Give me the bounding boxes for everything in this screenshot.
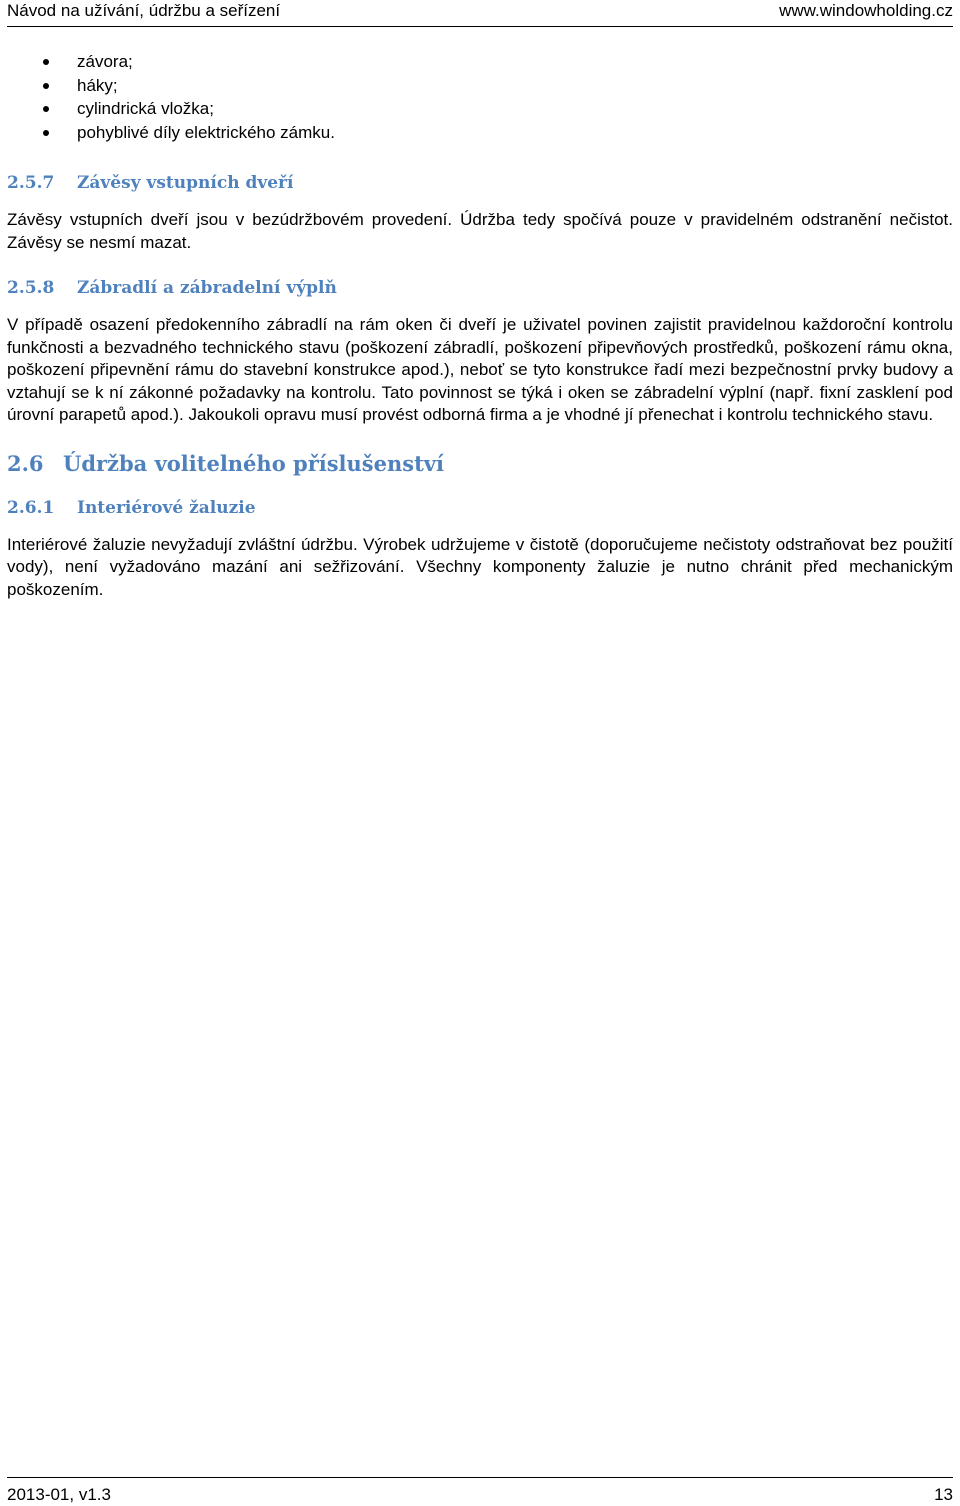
parts-list (7, 50, 953, 144)
page-content (7, 50, 953, 601)
page-header (7, 0, 953, 27)
bullet-icon (43, 106, 49, 112)
list-item (7, 97, 953, 121)
paragraph-2-5-8: V případě osazení předokenního zábradlí na rám oken či dveří je uživatel povinen zajistit pravidelnou každoroční kontrolu funkčnosti a bezvadného technického stavu (poškození zábradlí, poškození připevňových prostředků, poškození rámu okna, poškození připevnění rámu do stavební konstrukce apod.), neboť se tyto konstrukce řadí mezi bezpečnostní prvky budovy a vztahují se k ní zákonné požadavky na kontrolu. Tato povinnost se týká i oken se zábradelní výplní (např. fixní zasklení pod úrovní parapetů apod.). Jakoukoli opravu musí provést odborná firma a je vhodné jí přenechat i kontrolu technického stavu. (7, 315, 953, 424)
section-heading-2-5-7 (7, 172, 953, 194)
list-item (7, 74, 953, 98)
section-number: 2.6.1 (7, 497, 55, 518)
section-number: 2.6 (7, 450, 44, 476)
section-title: Závěsy vstupních dveří (77, 173, 294, 193)
page-number: 13 (934, 1485, 953, 1504)
section-number: 2.5.8 (7, 278, 55, 298)
section-heading-2-5-8 (7, 277, 953, 299)
bullet-icon (43, 83, 49, 89)
document-version: 2013-01, v1.3 (7, 1485, 111, 1504)
website-link[interactable]: www.windowholding.cz (779, 1, 953, 20)
page-footer (7, 1477, 953, 1506)
list-item-text: závora; (77, 52, 133, 71)
section-number: 2.5.7 (7, 173, 55, 193)
list-item (7, 121, 953, 145)
paragraph-2-5-7: Závěsy vstupních dveří jsou v bezúdržbovém provedení. Údržba tedy spočívá pouze v pravidelném odstranění nečistot. Závěsy se nesmí mazat. (7, 210, 953, 252)
list-item-text: háky; (77, 75, 118, 95)
section-title: Zábradlí a zábradelní výplň (77, 278, 337, 298)
list-item-text: cylindrická vložka; (77, 99, 214, 118)
list-item-text: pohyblivé díly elektrického zámku. (77, 122, 335, 142)
section-heading-2-6-1 (7, 497, 953, 519)
document-title: Návod na užívání, údržbu a seřízení (7, 1, 281, 20)
section-title: Údržba volitelného příslušenství (63, 450, 444, 476)
section-title: Interiérové žaluzie (77, 497, 256, 518)
list-item (7, 50, 953, 74)
section-heading-2-6 (7, 451, 953, 477)
bullet-icon (43, 59, 49, 65)
paragraph-2-6-1: Interiérové žaluzie nevyžadují zvláštní údržbu. Výrobek udržujeme v čistotě (doporučujeme nečistoty odstraňovat bez použití vody), není vyžadováno mazání ani sežřizování. Všechny komponenty žaluzie je nutno chránit před mechanickým poškozením. (7, 534, 953, 599)
bullet-icon (43, 130, 49, 136)
